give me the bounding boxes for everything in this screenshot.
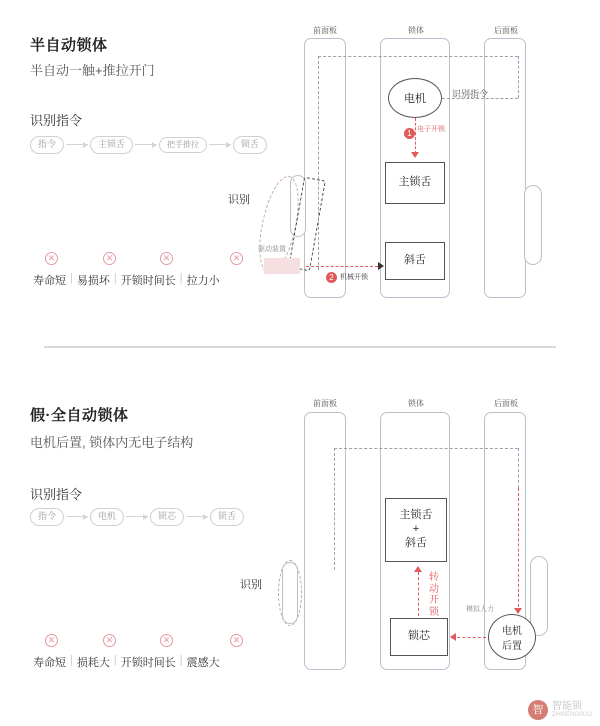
recognize-path-left-1	[318, 56, 319, 270]
flow-node: 锁舌	[210, 508, 244, 526]
drive-unit-highlight-1	[264, 258, 300, 274]
section-2-flow-chain	[30, 508, 244, 526]
cross-icon: ✕	[160, 634, 173, 647]
cross-icon: ✕	[160, 252, 173, 265]
cons-separator: |	[113, 272, 117, 284]
recognize-path-left-2	[334, 448, 335, 570]
recognize-label-2: 识别	[240, 579, 262, 591]
lock-core-node-2: 锁芯	[390, 618, 448, 656]
watermark-text: 智能锁	[551, 700, 582, 712]
section-1-cons	[33, 252, 243, 288]
section-2-flow-label: 识别指令	[30, 487, 83, 502]
motor-to-bolt-arrow-1	[411, 152, 419, 158]
cross-icon: ✕	[45, 634, 58, 647]
cons-text: 开锁时间长	[120, 657, 176, 669]
cons-marks	[45, 252, 243, 265]
plus-label-2: +	[412, 523, 420, 536]
cross-icon: ✕	[45, 252, 58, 265]
cons-text: 寿命短	[33, 657, 66, 669]
cross-icon: ✕	[230, 634, 243, 647]
cons-separator: |	[70, 654, 73, 666]
recognize-path-right-2	[518, 448, 519, 488]
section-1-subtitle: 半自动一触+推拉开门	[30, 63, 155, 78]
watermark-logo-icon: 智	[528, 700, 548, 720]
panel-label-front-2: 前面板	[313, 399, 337, 408]
step-1-text: 电子开锁	[417, 126, 445, 133]
panel-label-front: 前面板	[313, 26, 337, 35]
panel-label-body-2: 锁体	[408, 399, 424, 408]
cons-separator: |	[179, 654, 183, 666]
core-to-bolt-arrow-2	[414, 566, 422, 572]
cons-text: 震感大	[186, 657, 220, 669]
flow-arrow-icon	[186, 516, 208, 517]
flow-node: 指令	[30, 508, 64, 526]
flow-arrow-icon	[66, 516, 88, 517]
main-slant-bolt-node-2	[385, 498, 447, 562]
motor-feed-line-2	[518, 488, 519, 612]
step-2-text: 机械开锁	[340, 274, 368, 281]
drive-unit-label-1: 驱动装置	[258, 246, 286, 253]
flow-arrow-icon	[135, 144, 157, 145]
recognize-label-1: 识别	[228, 194, 250, 206]
cons-separator: |	[70, 272, 73, 284]
flow-node: 指令	[30, 136, 64, 154]
cons-text: 易损坏	[76, 275, 110, 287]
watermark	[528, 700, 592, 720]
cons-text: 开锁时间长	[120, 275, 176, 287]
motor-rear-line-2: 后置	[502, 641, 522, 652]
section-1-flow-chain	[30, 136, 267, 154]
cross-icon: ✕	[230, 252, 243, 265]
cross-icon: ✕	[103, 252, 116, 265]
front-panel-2	[304, 412, 346, 670]
back-panel-1	[484, 38, 526, 298]
cons-text: 寿命短	[33, 275, 66, 287]
motor-to-bolt-line-1	[415, 118, 416, 154]
cons-separator: |	[179, 272, 183, 284]
motor-rear-node-2	[488, 614, 536, 660]
flow-node: 锁芯	[150, 508, 184, 526]
watermark-subtext: ZHINENGSUO	[551, 712, 592, 719]
main-bolt-label-2: 主锁舌	[399, 509, 433, 522]
recognize-path-top-2	[334, 448, 518, 449]
panel-label-body: 锁体	[408, 26, 424, 35]
motor-rear-line-1: 电机	[502, 626, 522, 637]
panel-label-back-2: 后面板	[494, 399, 518, 408]
flow-node: 锁舌	[233, 136, 267, 154]
slant-bolt-node-1: 斜舌	[385, 242, 445, 280]
flow-arrow-icon	[126, 516, 148, 517]
cons-texts	[33, 272, 243, 288]
recognize-path-top-1	[318, 56, 518, 57]
section-1-flow-label: 识别指令	[30, 113, 83, 128]
recognize-oval-2	[278, 560, 302, 626]
section-1-title: 半自动锁体	[30, 37, 108, 54]
section-2-subtitle: 电机后置, 锁体内无电子结构	[30, 435, 194, 450]
mech-unlock-arrow-1	[378, 262, 384, 270]
main-bolt-node-1: 主锁舌	[385, 162, 445, 204]
cross-icon: ✕	[103, 634, 116, 647]
cons-text: 损耗大	[76, 657, 110, 669]
flow-node: 电机	[90, 508, 124, 526]
mech-unlock-line-1	[306, 266, 378, 267]
step-2-badge: 2	[326, 272, 337, 283]
recognize-command-label-1: 识别指令	[452, 89, 489, 99]
flow-node: 把手推拉	[159, 137, 207, 153]
slant-bolt-label-2: 斜舌	[405, 536, 427, 549]
section-2-cons	[33, 634, 243, 670]
section-2-title: 假·全自动锁体	[30, 407, 129, 424]
handle-force-label-2: 模拟人力	[466, 606, 494, 613]
motor-feed-arrow-2	[514, 608, 522, 614]
back-handle-2	[530, 556, 548, 636]
back-handle-1	[524, 185, 542, 265]
cons-text: 拉力小	[186, 275, 220, 287]
section-divider	[44, 346, 556, 348]
rotate-unlock-label-2: 转动开锁	[429, 572, 439, 618]
cons-separator: |	[113, 654, 117, 666]
flow-arrow-icon	[66, 144, 88, 145]
core-to-bolt-line-2	[418, 572, 419, 616]
motor-node-1: 电机	[388, 78, 442, 118]
cons-texts	[33, 654, 243, 670]
cons-marks	[45, 634, 243, 647]
panel-label-back: 后面板	[494, 26, 518, 35]
flow-node: 主锁舌	[90, 136, 133, 154]
motor-to-core-arrow-2	[450, 633, 456, 641]
recognize-path-right-1	[518, 56, 519, 98]
motor-to-core-line-2	[452, 637, 486, 638]
step-1-badge: 1	[404, 128, 415, 139]
flow-arrow-icon	[209, 144, 231, 145]
